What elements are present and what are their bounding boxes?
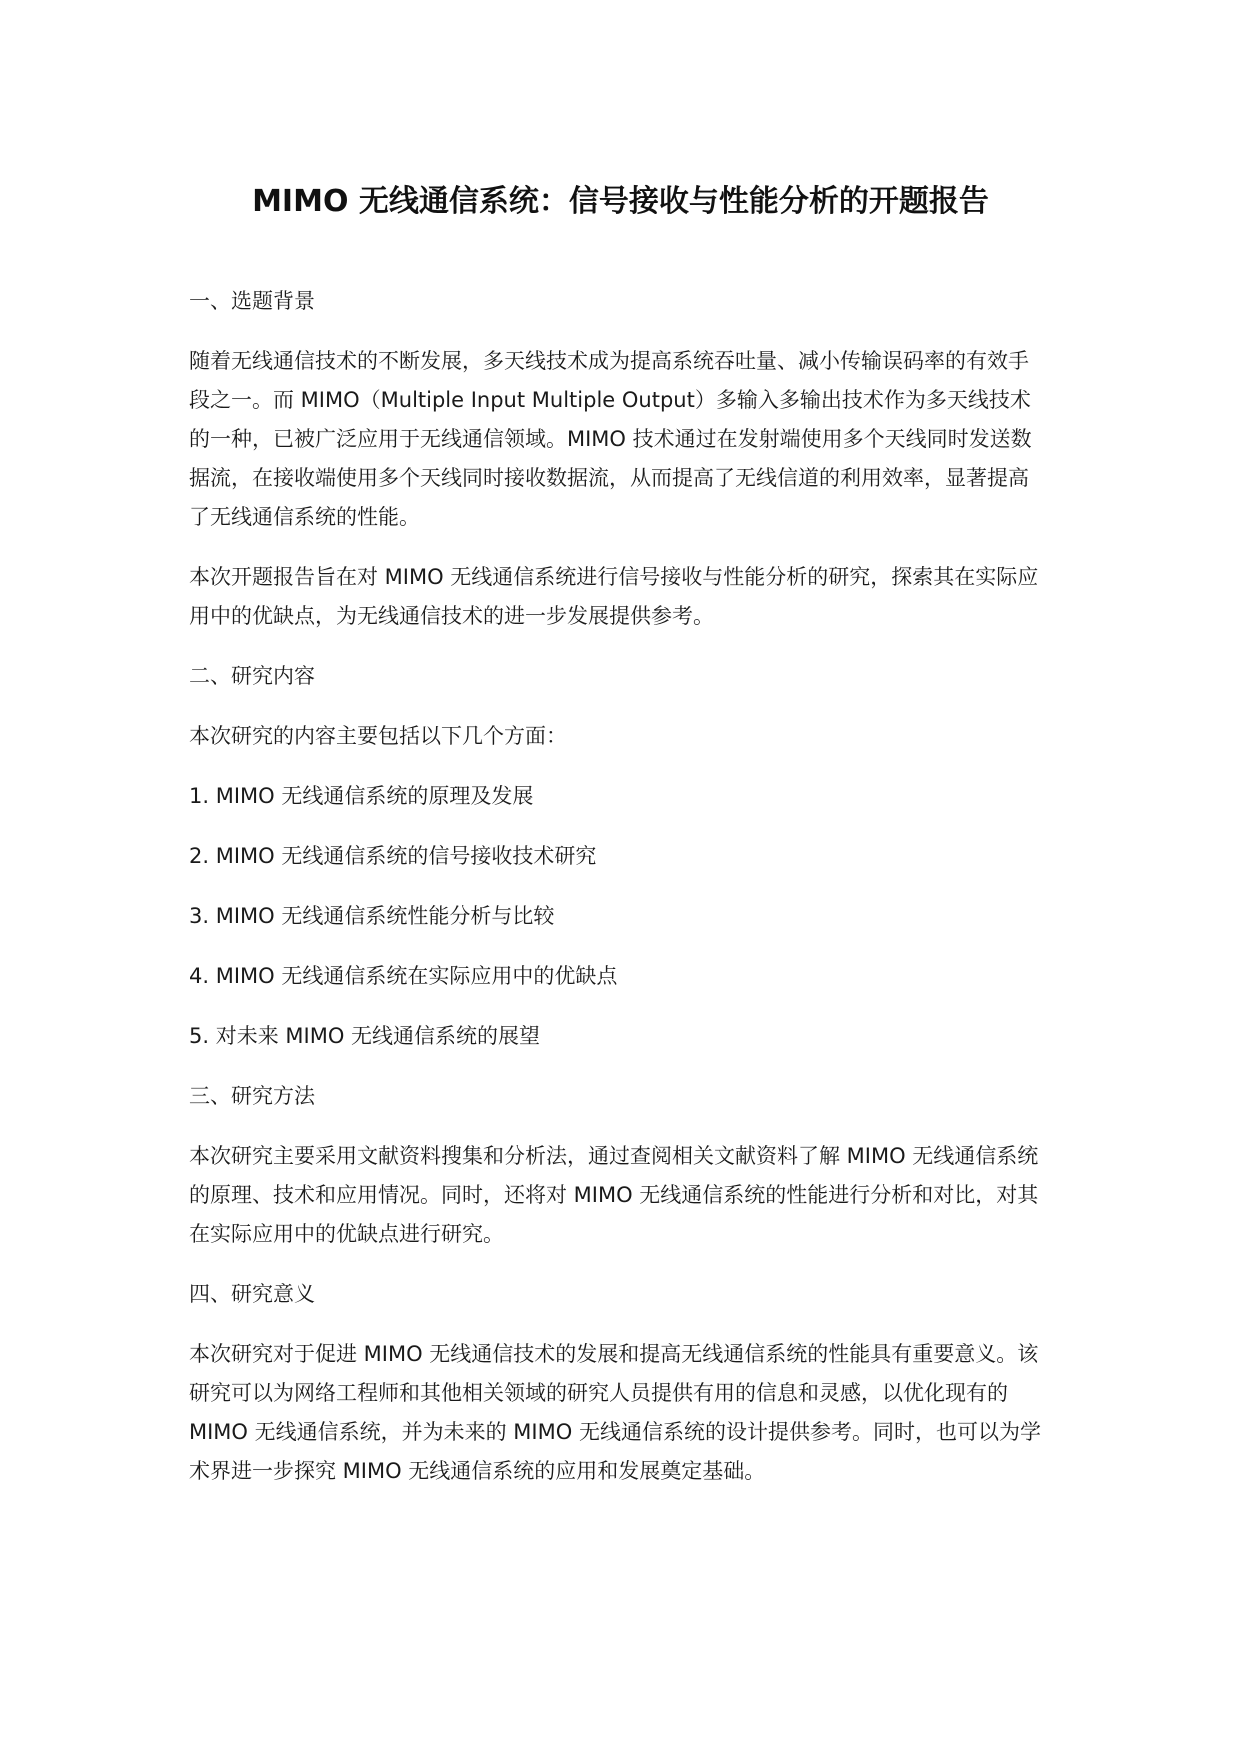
document-title: MIMO 无线通信系统：信号接收与性能分析的开题报告	[252, 184, 989, 219]
background-paragraph-1: 随着无线通信技术的不断发展，多天线技术成为提高系统吞吐量、减小传输误码率的有效手段之一。而 MIMO（Multiple Input Multiple Output）多输入多输出技术作为多天线技术的一种，已被广泛应用于无线通信领域。MIMO 技术通过在发射端使用多个天线同时发送数据流，在接收端使用多个天线同时接收数据流，从而提高了无线信道的利用效率，显著提高了无线通信系统的性能。	[189, 349, 1032, 529]
section-heading-significance: 四、研究意义	[189, 1282, 315, 1306]
content-list-item: 4. MIMO 无线通信系统在实际应用中的优缺点	[189, 964, 618, 988]
document-body	[189, 282, 1049, 1512]
significance-paragraph: 本次研究对于促进 MIMO 无线通信技术的发展和提高无线通信系统的性能具有重要意义。该研究可以为网络工程师和其他相关领域的研究人员提供有用的信息和灵感，以优化现有的 MIMO 无线通信系统，并为未来的 MIMO 无线通信系统的设计提供参考。同时，也可以为学术界进一步探究 MIMO 无线通信系统的应用和发展奠定基础。	[189, 1342, 1041, 1483]
content-list-item: 5. 对未来 MIMO 无线通信系统的展望	[189, 1024, 541, 1048]
section-heading-background: 一、选题背景	[189, 289, 315, 313]
content-intro: 本次研究的内容主要包括以下几个方面：	[189, 724, 567, 748]
content-list-item: 2. MIMO 无线通信系统的信号接收技术研究	[189, 844, 597, 868]
section-heading-content: 二、研究内容	[189, 664, 315, 688]
section-heading-methods: 三、研究方法	[189, 1084, 315, 1108]
methods-paragraph: 本次研究主要采用文献资料搜集和分析法，通过查阅相关文献资料了解 MIMO 无线通信系统的原理、技术和应用情况。同时，还将对 MIMO 无线通信系统的性能进行分析和对比，对其在实际应用中的优缺点进行研究。	[189, 1144, 1039, 1246]
content-list-item: 1. MIMO 无线通信系统的原理及发展	[189, 784, 534, 808]
content-list-item: 3. MIMO 无线通信系统性能分析与比较	[189, 904, 555, 928]
background-paragraph-2: 本次开题报告旨在对 MIMO 无线通信系统进行信号接收与性能分析的研究，探索其在实际应用中的优缺点，为无线通信技术的进一步发展提供参考。	[189, 565, 1039, 628]
